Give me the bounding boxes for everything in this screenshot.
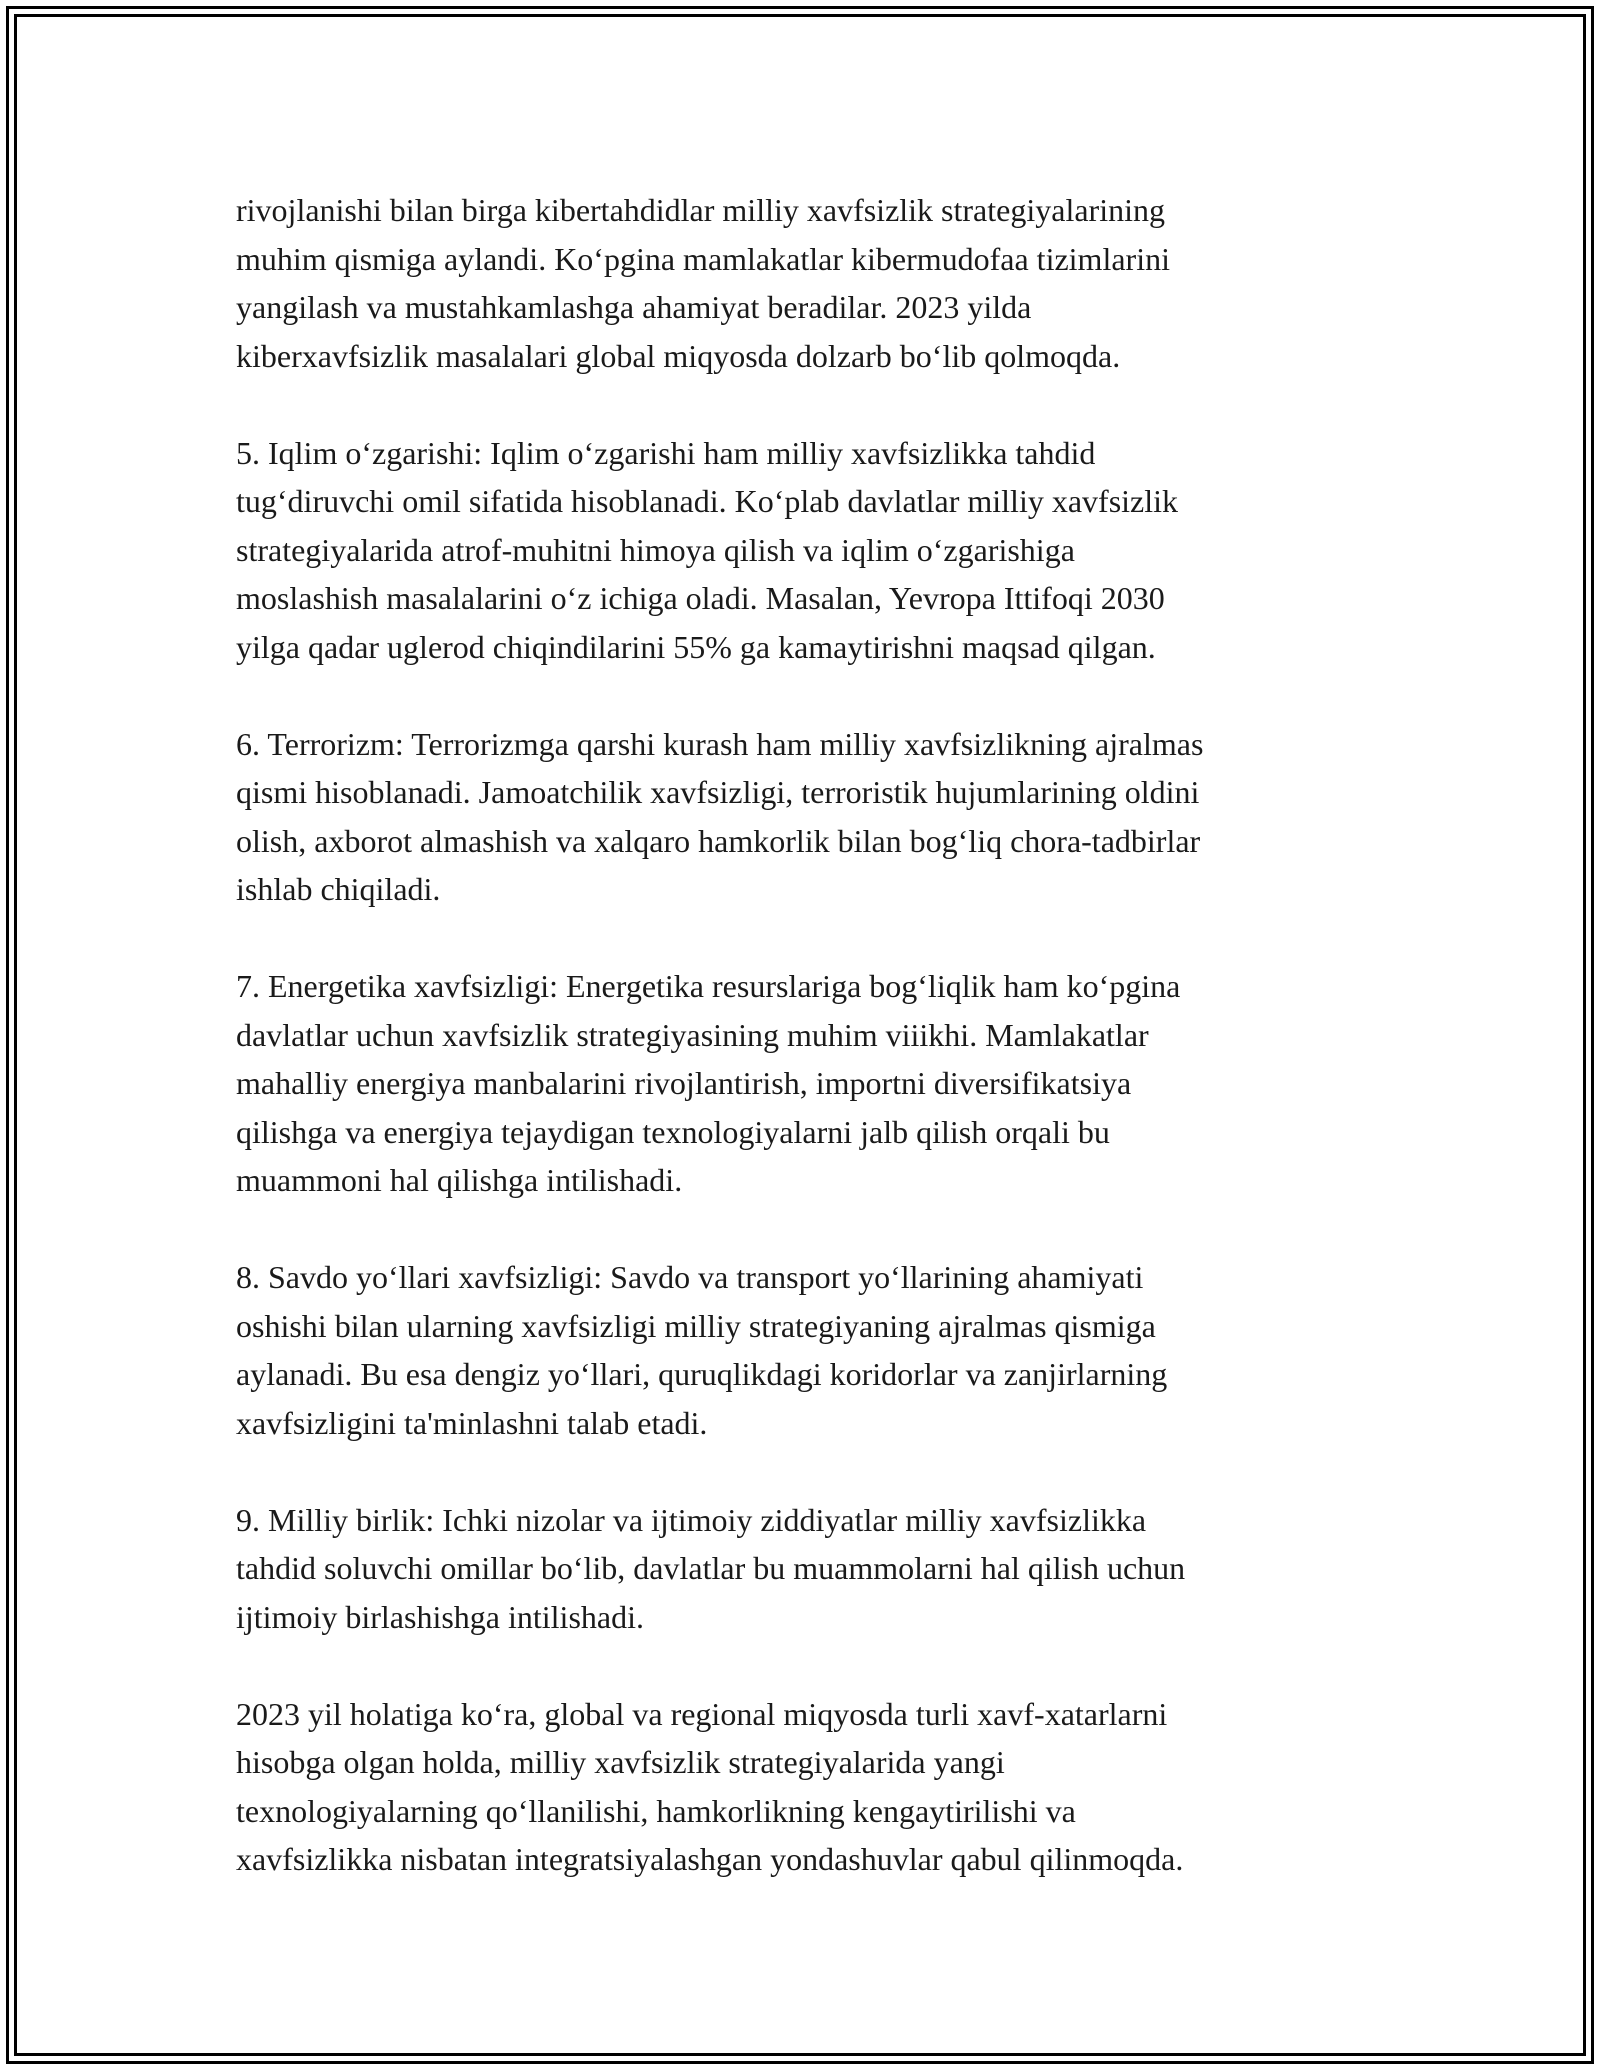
text-line: mahalliy energiya manbalarini rivojlantirish, importni diversifikatsiya (236, 1065, 1132, 1101)
text-line: 7. Energetika xavfsizligi: Energetika resurslariga bog‘liqlik ham ko‘pgina (236, 968, 1181, 1004)
text-line: oshishi bilan ularning xavfsizligi milliy strategiyaning ajralmas qismiga (236, 1307, 1156, 1344)
paragraph-trade-routes (236, 1253, 1366, 1447)
text-line: yangilash va mustahkamlashga ahamiyat beradilar. 2023 yilda (236, 289, 1032, 325)
paragraph-conclusion (236, 1690, 1366, 1884)
text-line: muhim qismiga aylandi. Ko‘pgina mamlakatlar kibermudofaa tizimlarini (236, 240, 1170, 277)
document-body (236, 186, 1366, 1884)
text-line: yilga qadar uglerod chiqindilarini 55% ga kamaytirishni maqsad qilgan. (236, 628, 1156, 665)
paragraph-terrorism (236, 720, 1366, 914)
text-line: xavfsizligini ta'minlashni talab etadi. (236, 1404, 708, 1441)
text-line: tahdid soluvchi omillar bo‘lib, davlatlar bu muammolarni hal qilish uchun (236, 1550, 1186, 1586)
text-line: 6. Terrorizm: Terrorizmga qarshi kurash ham milliy xavfsizlikning ajralmas (236, 725, 1204, 762)
text-line: hisobga olgan holda, milliy xavfsizlik strategiyalarida yangi (236, 1744, 1005, 1780)
text-line: ijtimoiy birlashishga intilishadi. (236, 1598, 644, 1635)
paragraph-cybersecurity-continuation (236, 186, 1366, 380)
text-line: rivojlanishi bilan birga kibertahdidlar milliy xavfsizlik strategiyalarining (236, 192, 1165, 228)
text-line: kiberxavfsizlik masalalari global miqyosda dolzarb bo‘lib qolmoqda. (236, 337, 1121, 374)
text-line: tug‘diruvchi omil sifatida hisoblanadi. Ko‘plab davlatlar milliy xavfsizlik (236, 483, 1179, 519)
text-line: 5. Iqlim o‘zgarishi: Iqlim o‘zgarishi ham milliy xavfsizlikka tahdid (236, 434, 1096, 471)
text-line: texnologiyalarning qo‘llanilishi, hamkorlikning kengaytirilishi va (236, 1792, 1076, 1829)
text-line: qilishga va energiya tejaydigan texnologiyalarni jalb qilish orqali bu (236, 1113, 1110, 1150)
text-line: moslashish masalalarini o‘z ichiga oladi. Masalan, Yevropa Ittifoqi 2030 (236, 580, 1165, 616)
text-line: ishlab chiqiladi. (236, 871, 441, 907)
text-line: davlatlar uchun xavfsizlik strategiyasining muhim viiikhi. Mamlakatlar (236, 1016, 1149, 1053)
text-line: aylanadi. Bu esa dengiz yo‘llari, quruqlikdagi koridorlar va zanjirlarning (236, 1356, 1168, 1392)
text-line: strategiyalarida atrof-muhitni himoya qilish va iqlim o‘zgarishiga (236, 531, 1075, 568)
text-line: 2023 yil holatiga ko‘ra, global va regional miqyosda turli xavf-xatarlarni (236, 1695, 1168, 1732)
paragraph-climate-change (236, 429, 1366, 672)
text-line: qismi hisoblanadi. Jamoatchilik xavfsizligi, terroristik hujumlarining oldini (236, 774, 1200, 810)
text-line: 9. Milliy birlik: Ichki nizolar va ijtimoiy ziddiyatlar milliy xavfsizlikka (236, 1501, 1147, 1538)
text-line: muammoni hal qilishga intilishadi. (236, 1162, 683, 1198)
text-line: 8. Savdo yo‘llari xavfsizligi: Savdo va transport yo‘llarining ahamiyati (236, 1259, 1144, 1295)
text-line: olish, axborot almashish va xalqaro hamkorlik bilan bog‘liq chora-tadbirlar (236, 822, 1201, 859)
paragraph-national-unity (236, 1496, 1366, 1642)
paragraph-energy-security (236, 962, 1366, 1205)
text-line: xavfsizlikka nisbatan integratsiyalashgan yondashuvlar qabul qilinmoqda. (236, 1841, 1184, 1877)
